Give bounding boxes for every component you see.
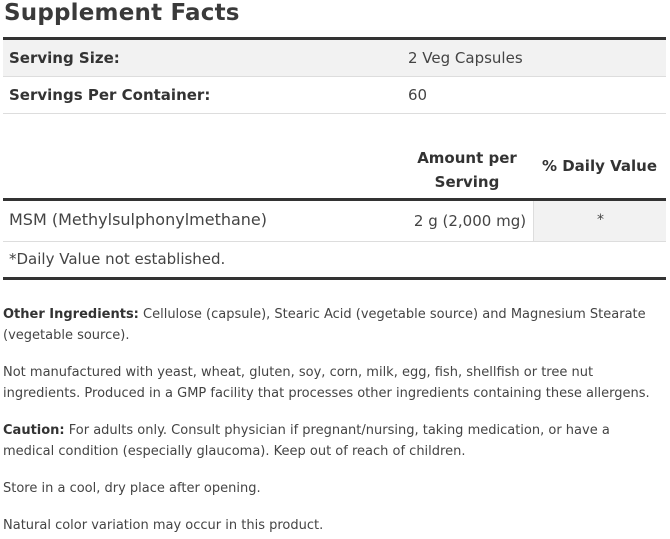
page-title: Supplement Facts (4, 0, 240, 26)
caution-text: For adults only. Consult physician if pregnant/nursing, taking medication, or have a medical condition (especially glaucoma). Keep out of reach of children. (3, 423, 610, 459)
serving-size-row (3, 40, 666, 76)
storage-statement: Store in a cool, dry place after opening. (3, 481, 261, 496)
other-ingredients (3, 304, 658, 346)
caution-statement (3, 420, 658, 462)
amount-per-serving-header (405, 146, 529, 194)
nutrient-daily-value: * (597, 212, 604, 228)
caution-label: Caution: (3, 423, 65, 438)
servings-per-container-value: 60 (408, 86, 428, 104)
daily-value-header: % Daily Value (541, 157, 657, 175)
nutrient-name: MSM (Methylsulphonylmethane) (9, 210, 268, 229)
table-row (3, 201, 666, 241)
divider (3, 113, 666, 114)
other-ingredients-text: Cellulose (capsule), Stearic Acid (vegetable source) and Magnesium Stearate (vegetable source). (3, 307, 646, 343)
color-variation-statement: Natural color variation may occur in this product. (3, 518, 324, 533)
other-ingredients-label: Other Ingredients: (3, 307, 139, 322)
allergen-statement: Not manufactured with yeast, wheat, gluten, soy, corn, milk, egg, fish, shellfish or tree nut ingredients. Produced in a GMP facility that processes other ingredients containing these allergens. (3, 365, 650, 401)
serving-size-label: Serving Size: (9, 49, 120, 67)
divider (3, 241, 666, 242)
serving-size-value: 2 Veg Capsules (408, 49, 523, 67)
servings-per-container-row (3, 77, 666, 113)
nutrient-amount: 2 g (2,000 mg) (413, 212, 527, 230)
daily-value-footnote: *Daily Value not established. (9, 250, 226, 268)
daily-value-cell (533, 201, 666, 241)
servings-per-container-label: Servings Per Container: (9, 86, 211, 104)
amount-header-line1: Amount per (417, 149, 517, 167)
bottom-rule (3, 277, 666, 280)
amount-header-line2: Serving (434, 173, 500, 191)
